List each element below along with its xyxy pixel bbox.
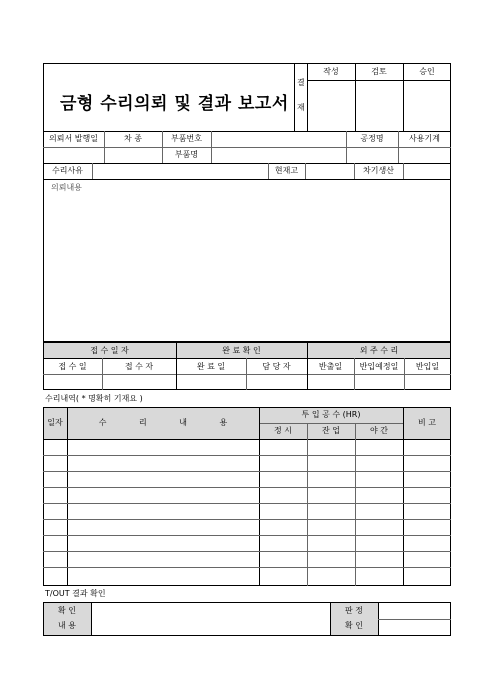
label-stock: 현재고 bbox=[274, 166, 299, 175]
status-sub-receiver: 접 수 자 bbox=[124, 362, 154, 371]
repair-row[interactable] bbox=[44, 568, 450, 585]
repair-row[interactable] bbox=[44, 520, 450, 535]
tout-judge-label-2: 확 인 bbox=[345, 621, 363, 630]
approval-label-jae: 재 bbox=[297, 103, 305, 112]
repair-row[interactable] bbox=[44, 536, 450, 551]
repair-header-night: 야 간 bbox=[370, 426, 388, 435]
field-part-number[interactable] bbox=[212, 132, 346, 147]
repair-header-note: 비 고 bbox=[418, 418, 436, 427]
field-part-name[interactable] bbox=[212, 148, 346, 163]
tout-judge-field[interactable] bbox=[379, 603, 451, 619]
label-part-number: 부품번호 bbox=[171, 134, 202, 143]
repair-row[interactable] bbox=[44, 472, 450, 487]
repair-header-overtime: 잔 업 bbox=[322, 426, 340, 435]
status-sub-in-date: 반입일 bbox=[415, 362, 440, 371]
approval-header-write: 작성 bbox=[323, 67, 339, 76]
status-sub-out-date: 반출일 bbox=[318, 362, 343, 371]
document-title: 금형 수리의뢰 및 결과 보고서 bbox=[60, 94, 289, 114]
repair-header-manhours: 투 입 공 수 (HR) bbox=[301, 410, 361, 419]
tout-section-label: T/OUT 결과 확인 bbox=[45, 589, 106, 598]
tout-confirm-label-2: 내 용 bbox=[58, 621, 76, 630]
label-car-model: 차 종 bbox=[124, 134, 142, 143]
repair-header-date: 일자 bbox=[47, 418, 63, 427]
label-process: 공정명 bbox=[360, 134, 384, 143]
repair-header-content: 수 리 내 용 bbox=[98, 418, 228, 427]
tout-confirm-label-1: 확 인 bbox=[58, 606, 76, 615]
status-sub-manager: 담 당 자 bbox=[262, 362, 291, 371]
approval-sign-approve[interactable] bbox=[404, 81, 451, 132]
approval-sign-review[interactable] bbox=[356, 81, 403, 132]
tout-judge-label-1: 판 정 bbox=[345, 606, 363, 615]
repair-section-label: 수리내역( * 명확히 기재요 ) bbox=[45, 394, 143, 403]
status-sub-expected-in-date: 반입예정일 bbox=[359, 362, 399, 371]
tout-confirm-content-field[interactable] bbox=[92, 603, 330, 635]
tout-judge-confirm-field[interactable] bbox=[379, 620, 451, 635]
repair-row[interactable] bbox=[44, 456, 450, 471]
approval-header-approve: 승인 bbox=[419, 67, 435, 76]
repair-row[interactable] bbox=[44, 504, 450, 519]
status-receipt-date-header: 접 수 일 자 bbox=[90, 346, 129, 355]
status-outsource-header: 외 주 수 리 bbox=[359, 346, 399, 355]
approval-header-review: 검토 bbox=[371, 67, 387, 76]
label-issue-date: 의뢰서 발행일 bbox=[49, 134, 98, 143]
label-part-name: 부품명 bbox=[174, 150, 199, 159]
repair-row[interactable] bbox=[44, 440, 450, 455]
label-request-content: 의뢰내용 bbox=[51, 183, 82, 192]
repair-row[interactable] bbox=[44, 552, 450, 567]
repair-header-regular: 정 시 bbox=[274, 426, 292, 435]
status-completion-header: 완 료 확 인 bbox=[222, 346, 261, 355]
status-sub-completion-date: 완 료 일 bbox=[196, 362, 226, 371]
label-next-production: 차기생산 bbox=[363, 166, 394, 175]
repair-row[interactable] bbox=[44, 488, 450, 503]
approval-sign-write[interactable] bbox=[308, 81, 355, 132]
approval-label-gyeol: 결 bbox=[297, 78, 305, 87]
label-machine: 사용기계 bbox=[409, 134, 440, 143]
request-content-area[interactable] bbox=[43, 179, 451, 342]
status-sub-receipt-date: 접 수 일 bbox=[58, 362, 87, 371]
label-repair-reason: 수리사유 bbox=[52, 166, 83, 175]
field-repair-reason[interactable] bbox=[93, 164, 268, 180]
